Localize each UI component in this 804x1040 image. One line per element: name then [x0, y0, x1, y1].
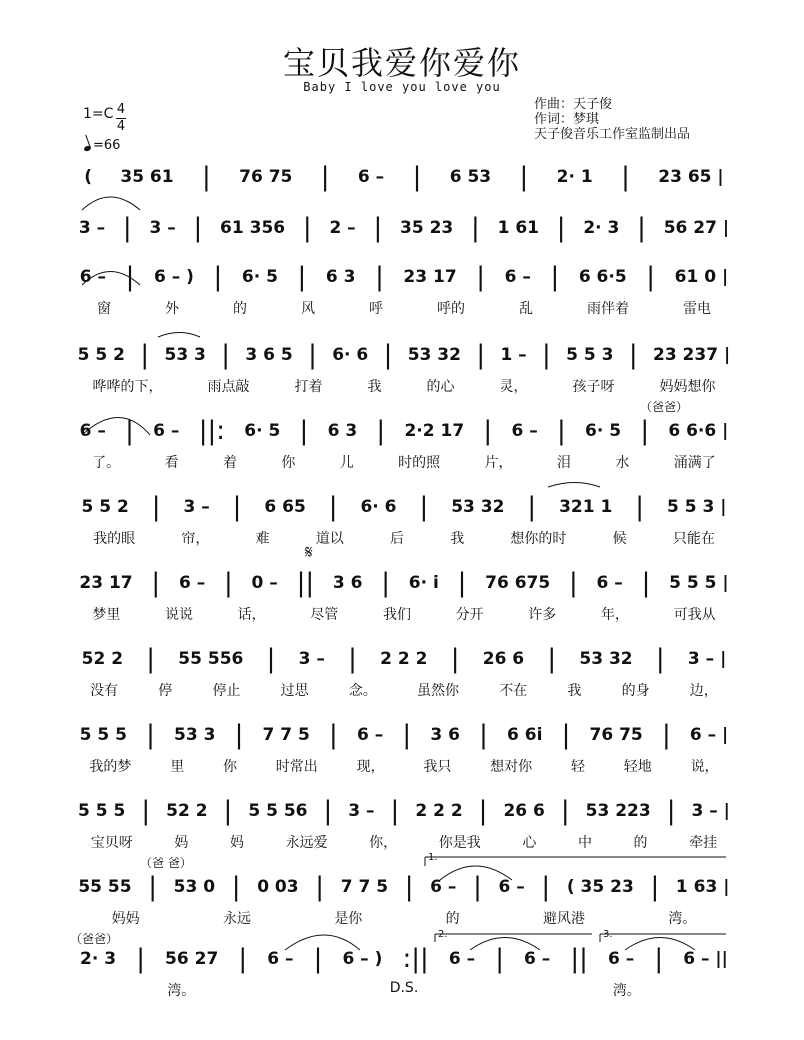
lyric-word: 话，: [237, 607, 266, 623]
note-group: 6· 5: [585, 421, 622, 441]
note-group: 6· 5: [241, 267, 278, 287]
lyric-word: 心: [522, 835, 537, 851]
note-group: 6 –: [356, 725, 384, 745]
lyric-word: 念。: [348, 683, 377, 699]
note-group: 53 32: [407, 345, 461, 365]
note-group: 5 5 2: [77, 345, 125, 365]
lyric-word: 的心: [426, 379, 455, 395]
barline: |: [375, 262, 384, 292]
barline: |: [223, 568, 233, 598]
note-group: 55 55: [78, 877, 132, 897]
barline: :||: [402, 944, 429, 974]
note-group: 53 32: [579, 649, 633, 669]
lyric-word: 风: [301, 301, 315, 317]
note-group: 2·2 17: [404, 421, 465, 441]
lyric-word: 水: [615, 455, 630, 471]
note-group: 6· 6: [332, 345, 369, 365]
barline: |: [654, 944, 664, 974]
lyric-word: 想对你: [490, 759, 533, 775]
lyric-word: D.S.: [389, 980, 419, 996]
barline: |: [122, 213, 132, 243]
barline: |: [193, 213, 203, 243]
barline: |: [266, 644, 276, 674]
barline: |: [151, 492, 161, 522]
lyric-word: 说，: [690, 759, 719, 775]
barline: |: [381, 568, 390, 598]
lyric-word: 的: [233, 301, 247, 317]
lyric-word: 你: [281, 455, 296, 471]
lyric-word: 涌满了: [673, 455, 716, 471]
barline: |: [476, 340, 486, 370]
note-group: 56 27: [165, 949, 219, 969]
barline: |: [641, 568, 651, 598]
barline: |: [140, 340, 150, 370]
note-group: 6 3: [327, 421, 358, 441]
lyric-word: 湾。: [612, 983, 641, 999]
note-group: 6· 5: [244, 421, 281, 441]
barline: |: [541, 872, 551, 902]
note-group: 55 556: [178, 649, 244, 669]
producer: 天子俊音乐工作室监制出品: [534, 127, 691, 142]
lyricist: 作词：梦琪: [534, 112, 600, 127]
barline: |: [348, 644, 357, 674]
composer: 作曲：天子俊: [534, 97, 613, 112]
barline: |: [213, 262, 223, 292]
lyric-word: 边，: [689, 683, 718, 699]
lyric-word: 轻: [570, 759, 585, 775]
lyric-word: 我们: [382, 607, 411, 623]
song-title: 宝贝我爱你爱你: [282, 44, 521, 82]
lyric-word: 我: [450, 531, 465, 547]
lyric-word: 你是我: [438, 835, 481, 851]
lyric-word: 我: [367, 379, 382, 395]
barline: |: [404, 872, 414, 902]
barline: |: [650, 872, 660, 902]
note-group: 6 –: [448, 949, 476, 969]
barline: |: [125, 416, 134, 446]
note-group: 26 6: [503, 801, 545, 821]
note-group: 6 –: [357, 167, 385, 187]
lyric-word: 妈: [229, 835, 244, 851]
barline: |: [483, 416, 493, 446]
lyric-word: 的身: [621, 683, 650, 699]
barline: |: [560, 796, 570, 826]
barline: 3 – |: [687, 649, 727, 669]
barline: |: [146, 720, 155, 750]
alt-lyric: （爸爸）: [640, 400, 689, 414]
barline: |: [376, 416, 386, 446]
barline: |: [666, 796, 676, 826]
note-group: 6 –: [498, 877, 525, 897]
barline: |: [151, 568, 161, 598]
lyric-word: 轻地: [623, 759, 652, 775]
lyric-word: 许多: [528, 607, 557, 623]
note-group: 6 – ): [342, 949, 383, 969]
lyric-word: 帘，: [181, 531, 210, 547]
lyric-word: 尽管: [310, 607, 339, 623]
barline: |: [221, 340, 231, 370]
lyric-word: 难: [255, 531, 270, 547]
barline: |: [390, 796, 400, 826]
lyric-word: 分开: [455, 607, 484, 623]
barline: |: [457, 568, 467, 598]
note-group: 2· 1: [556, 167, 593, 187]
note-group: 6 53: [449, 167, 492, 187]
note-group: 6 –: [178, 573, 206, 593]
lyric-word: 是你: [334, 911, 363, 927]
note-group: 6 3: [325, 267, 356, 287]
lyric-word: 看: [164, 455, 179, 471]
lyric-word: 湾。: [167, 983, 196, 999]
lyric-word: 宝贝呀: [90, 835, 133, 851]
note-group: 0 –: [251, 573, 278, 593]
barline: |: [478, 796, 488, 826]
barline: |: [635, 492, 645, 522]
note-group: 53 32: [451, 497, 505, 517]
note-group: 52 2: [81, 649, 124, 669]
lyric-word: 泪: [556, 455, 571, 471]
ending-2-label: 2.: [438, 929, 448, 940]
note-group: 2 2 2: [380, 649, 428, 669]
barline: |: [302, 213, 312, 243]
barline: ||:: [198, 416, 225, 446]
barline: |: [471, 213, 480, 243]
lyric-word: 说说: [164, 607, 193, 623]
lyric-word: 过思: [280, 683, 309, 699]
lyric-word: 雨伴着: [587, 301, 629, 317]
barline: 23 237 |: [652, 345, 731, 365]
barline: |: [569, 568, 578, 598]
time-signature: 4 4: [116, 102, 126, 134]
barline: |: [527, 492, 537, 522]
lyric-word: 孩子呀: [572, 379, 615, 395]
note-group: ( 35 23: [566, 877, 634, 897]
lyric-word: 永远爱: [285, 835, 328, 851]
lyric-word: 我的梦: [89, 759, 132, 775]
barline: 5 5 5 |: [669, 573, 729, 593]
note-group: 6 –: [608, 949, 635, 969]
lyric-word: 你: [222, 759, 237, 775]
note-group: 321 1: [559, 497, 613, 517]
barline: |: [201, 162, 211, 192]
barline: |: [125, 262, 135, 292]
note-group: 5 5 5: [78, 801, 126, 821]
lyric-word: 没有: [90, 683, 119, 699]
note-group: 3 6 5: [245, 345, 293, 365]
barline: |: [556, 213, 566, 243]
lyric-word: 我只: [423, 759, 452, 775]
note-group: 76 675: [485, 573, 551, 593]
barline: |: [297, 262, 307, 292]
lyric-word: 不在: [499, 683, 528, 699]
lyric-word: 想你的时: [510, 531, 567, 547]
note-group: 6 –: [511, 421, 538, 441]
barline: 1 63 |: [675, 877, 730, 897]
barline: |: [299, 416, 309, 446]
lyric-word: 停: [158, 683, 173, 699]
lyric-word: 永远: [222, 911, 251, 927]
barline: |: [383, 340, 393, 370]
lyric-word: 哗哗的下，: [92, 379, 163, 395]
barline: |: [473, 872, 482, 902]
lyric-word: 虽然你: [417, 683, 460, 699]
barline: |: [550, 262, 560, 292]
note-group: 3 –: [348, 801, 375, 821]
lyric-word: 你，: [369, 835, 398, 851]
note-group: 6 –: [153, 421, 180, 441]
lyric-word: 道以: [315, 531, 344, 547]
lyric-word: 时的照: [398, 455, 441, 471]
lyric-word: 了。: [92, 455, 121, 471]
barline: ||: [570, 944, 588, 974]
note-group: 3 6: [332, 573, 363, 593]
lyric-word: 妈: [174, 835, 189, 851]
barline: |: [561, 720, 571, 750]
lyric-word: 着: [222, 455, 237, 471]
alt-lyric: （爸 爸）: [140, 856, 192, 870]
barline: |: [542, 340, 551, 370]
tempo-marking: =66: [84, 138, 120, 153]
barline: |: [223, 796, 233, 826]
note-group: 6 6i: [507, 725, 543, 745]
lyric-word: 现，: [356, 759, 385, 775]
note-group: 6 –: [79, 267, 107, 287]
barline: |: [646, 262, 656, 292]
barline: |: [655, 644, 665, 674]
lyric-word: 打着: [294, 379, 323, 395]
note-group: 61 356: [220, 218, 286, 238]
note-group: 35 61: [120, 167, 174, 187]
note-group: 26 6: [482, 649, 525, 669]
note-group: 2· 3: [80, 949, 117, 969]
barline: |: [238, 944, 248, 974]
barline: |: [621, 162, 630, 192]
note-group: 3 –: [298, 649, 325, 669]
note-group: 6 – ): [154, 267, 194, 287]
note-group: 6 6·5: [578, 267, 627, 287]
barline: |: [412, 162, 422, 192]
note-group: 23 17: [403, 267, 457, 287]
lyric-word: 避风港: [542, 911, 585, 927]
barline: |: [628, 340, 638, 370]
lyric-word: 年，: [600, 607, 629, 623]
note-group: 7 7 5: [262, 725, 310, 745]
barline: 6 – |: [689, 725, 729, 745]
barline: |: [232, 492, 242, 522]
barline: |: [519, 162, 529, 192]
barline: |: [556, 416, 566, 446]
barline: |: [640, 416, 650, 446]
lyric-word: 的: [633, 835, 648, 851]
barline: |: [231, 872, 241, 902]
note-group: 6 –: [504, 267, 531, 287]
lyric-word: 雨点敲: [207, 379, 250, 395]
lyric-word: 时常出: [275, 759, 318, 775]
segno-sign: 𝄋: [305, 542, 313, 563]
barline: 3 – |: [691, 801, 730, 821]
note-group: 5 5 2: [81, 497, 129, 517]
note-group: 6 –: [596, 573, 623, 593]
note-group: 6 –: [79, 421, 106, 441]
barline: |: [136, 944, 145, 974]
note-group: 2 2 2: [415, 801, 463, 821]
note-group: 5 5 56: [248, 801, 308, 821]
ending-3-label: 3.: [603, 929, 613, 940]
barline: |: [329, 720, 338, 750]
lyric-word: 外: [165, 301, 179, 317]
barline: 61 0 |: [674, 267, 729, 287]
barline: |: [148, 872, 157, 902]
lyric-word: 妈妈: [111, 911, 140, 927]
song-subtitle: Baby I love you love you: [303, 80, 501, 94]
note-group: 0 03: [257, 877, 299, 897]
barline: |: [373, 213, 383, 243]
barline: |: [450, 644, 460, 674]
lyric-word: 中: [577, 835, 592, 851]
lyric-word: 后: [389, 531, 404, 547]
note-group: 53 3: [174, 725, 216, 745]
lyric-word: 我的眼: [93, 531, 136, 547]
note-group: 6 65: [264, 497, 306, 517]
note-group: 53 223: [585, 801, 651, 821]
lyric-word: 可我从: [673, 607, 716, 623]
note-group: 23 17: [79, 573, 133, 593]
barline: |: [328, 492, 338, 522]
lyric-word: 灵，: [499, 379, 528, 395]
barline: |: [313, 944, 323, 974]
lyric-word: 候: [612, 531, 627, 547]
note-group: 6 –: [430, 877, 457, 897]
note-group: 1 –: [500, 345, 527, 365]
note-group: 1 61: [497, 218, 539, 238]
barline: |: [495, 944, 504, 974]
note-group: 53 3: [164, 345, 206, 365]
lyric-word: 牵挂: [689, 835, 718, 851]
note-group: 76 75: [239, 167, 293, 187]
note-group: 52 2: [166, 801, 208, 821]
note-group: (: [84, 167, 92, 187]
barline: 56 27 |: [663, 218, 730, 238]
note-group: 6· 6: [360, 497, 397, 517]
barline: |: [402, 720, 412, 750]
lyric-word: 湾。: [668, 911, 697, 927]
lyric-word: 梦里: [92, 607, 121, 623]
barline: |: [234, 720, 244, 750]
barline: |: [308, 340, 317, 370]
barline: |: [419, 492, 429, 522]
barline: |: [476, 262, 486, 292]
lyric-word: 我: [567, 683, 582, 699]
note-group: 6 –: [524, 949, 551, 969]
barline: |: [146, 644, 156, 674]
lyric-word: 窗: [97, 301, 111, 317]
barline: |: [479, 720, 488, 750]
barline: |: [141, 796, 151, 826]
lyric-word: 乱: [519, 301, 533, 317]
note-group: 7 7 5: [340, 877, 389, 897]
barline: 23 65 |: [658, 167, 724, 187]
lyric-word: 的: [445, 911, 460, 927]
note-group: 2· 3: [583, 218, 620, 238]
barline: |: [661, 720, 671, 750]
note-group: 6 –: [267, 949, 294, 969]
lyric-word: 停止: [212, 683, 241, 699]
barline: |: [547, 644, 557, 674]
note-group: 3 –: [78, 218, 106, 238]
alt-lyric: （爸爸）: [70, 932, 119, 946]
lyric-word: 只能在: [672, 531, 715, 547]
barline: 6 6·6 |: [668, 421, 729, 441]
barline: |: [315, 872, 325, 902]
key-signature: 1=C: [83, 106, 114, 122]
barline: |: [320, 162, 330, 192]
note-group: 53 0: [173, 877, 216, 897]
barline: |: [323, 796, 333, 826]
barline: |: [637, 213, 646, 243]
lyric-word: 妈妈想你: [659, 379, 716, 395]
lyric-word: 雷电: [683, 301, 711, 317]
lyric-word: 儿: [339, 455, 354, 471]
barline: ||: [296, 568, 315, 598]
note-group: 3 6: [430, 725, 460, 745]
note-group: 76 75: [589, 725, 643, 745]
note-group: 2 –: [329, 218, 356, 238]
note-group: 35 23: [400, 218, 454, 238]
note-group: 5 5 5: [79, 725, 127, 745]
note-group: 6· i: [408, 573, 439, 593]
note-group: 3 –: [149, 218, 176, 238]
lyric-word: 片，: [484, 455, 513, 471]
note-group: 5 5 3: [566, 345, 614, 365]
barline: 6 – ||: [683, 949, 728, 969]
ending-1-label: 1.: [428, 852, 438, 863]
lyric-word: 呼的: [437, 301, 465, 317]
note-group: 3 –: [183, 497, 210, 517]
lyric-word: 呼: [369, 301, 383, 317]
barline: 5 5 3 |: [667, 497, 727, 517]
lyric-word: 里: [170, 759, 185, 775]
